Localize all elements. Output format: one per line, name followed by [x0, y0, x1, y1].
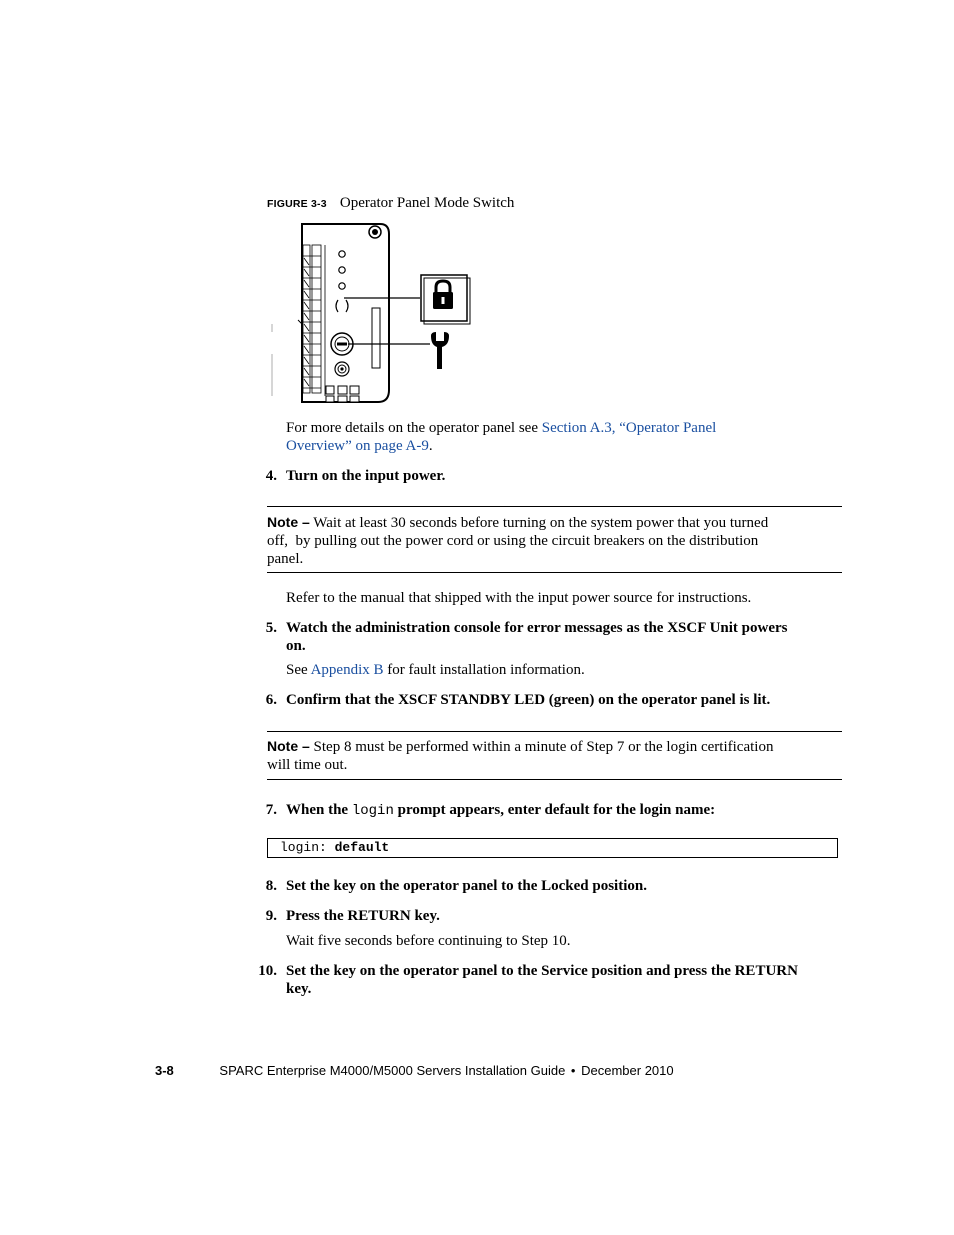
step-4-number: 4. [265, 468, 277, 484]
paragraph-see-appendix [286, 661, 585, 679]
step-10-line-1: Set the key on the operator panel to the Service position and press the RETURN [286, 963, 798, 979]
note-1 [267, 513, 847, 568]
details-line-1 [286, 419, 846, 437]
note-1-label: Note – [267, 514, 310, 530]
login-code: login [351, 803, 394, 819]
details-suffix: . [428, 438, 433, 454]
step-8-text: Set the key on the operator panel to the Locked position. [286, 878, 647, 894]
step-5-text [286, 619, 846, 655]
note-2-line-1 [267, 737, 847, 756]
note-2-top-rule [267, 731, 842, 732]
wrench-icon [431, 332, 449, 369]
operator-panel-figure [268, 220, 478, 405]
note-1-line-3: panel. [267, 551, 304, 567]
note-2-label: Note – [267, 738, 310, 754]
see-suffix: for fault installation information. [383, 662, 585, 678]
step-4-text: Turn on the input power. [286, 468, 446, 484]
footer-bullet: • [570, 1063, 576, 1078]
step-7-after: prompt appears, enter default for the login name: [393, 802, 716, 818]
paragraph-refer: Refer to the manual that shipped with the input power source for instructions. [286, 590, 752, 606]
step-10-number: 10. [258, 963, 277, 979]
note-2-line-2: will time out. [267, 757, 348, 773]
step-5-number: 5. [265, 620, 277, 636]
step-8-number: 8. [265, 878, 277, 894]
step-10-text [286, 962, 846, 998]
paragraph-details [286, 419, 846, 455]
code-input: default [334, 840, 390, 855]
appendix-b-link[interactable]: Appendix B [310, 662, 384, 678]
footer-date: December 2010 [581, 1063, 674, 1078]
page-footer [155, 1063, 674, 1078]
step-5-line-2: on. [286, 638, 306, 654]
note-1-bottom-rule [267, 572, 842, 573]
note-2-text-1: Step 8 must be performed within a minute of Step 7 or the login certification [313, 739, 774, 755]
paragraph-wait: Wait five seconds before continuing to Step 10. [286, 933, 571, 949]
step-6-number: 6. [265, 692, 277, 708]
note-1-line-2: off, by pulling out the power cord or using the circuit breakers on the distribution [267, 533, 759, 549]
figure-label: FIGURE 3-3 [267, 198, 327, 210]
lock-icon [421, 275, 470, 324]
step-7-before: When the [286, 802, 352, 818]
step-10-line-2: key. [286, 981, 312, 997]
page-number: 3-8 [155, 1063, 174, 1078]
operator-panel-illustration [268, 220, 478, 405]
figure-title: Operator Panel Mode Switch [339, 195, 515, 211]
figure-caption [267, 192, 514, 212]
footer-title: SPARC Enterprise M4000/M5000 Servers Installation Guide [219, 1063, 566, 1078]
details-prefix: For more details on the operator panel see [286, 420, 542, 436]
step-9-number: 9. [265, 908, 277, 924]
note-1-line-1 [267, 513, 847, 532]
step-5-line-1: Watch the administration console for error messages as the XSCF Unit powers [286, 620, 788, 636]
see-prefix: See [286, 662, 311, 678]
details-line-2 [286, 437, 846, 455]
step-7-number: 7. [265, 802, 277, 818]
step-6-text: Confirm that the XSCF STANDBY LED (green) on the operator panel is lit. [286, 692, 771, 708]
step-9-text: Press the RETURN key. [286, 908, 440, 924]
note-2 [267, 737, 847, 774]
step-7-text [286, 801, 715, 820]
note-2-bottom-rule [267, 779, 842, 780]
section-a3-link-part2[interactable]: Overview” on page A-9 [286, 438, 429, 454]
code-prompt: login: [280, 840, 335, 855]
note-1-top-rule [267, 506, 842, 507]
code-block [267, 838, 838, 858]
code-line [280, 839, 389, 856]
note-1-text-1: Wait at least 30 seconds before turning on the system power that you turned [313, 515, 769, 531]
section-a3-link-part1[interactable]: Section A.3, “Operator Panel [541, 420, 717, 436]
